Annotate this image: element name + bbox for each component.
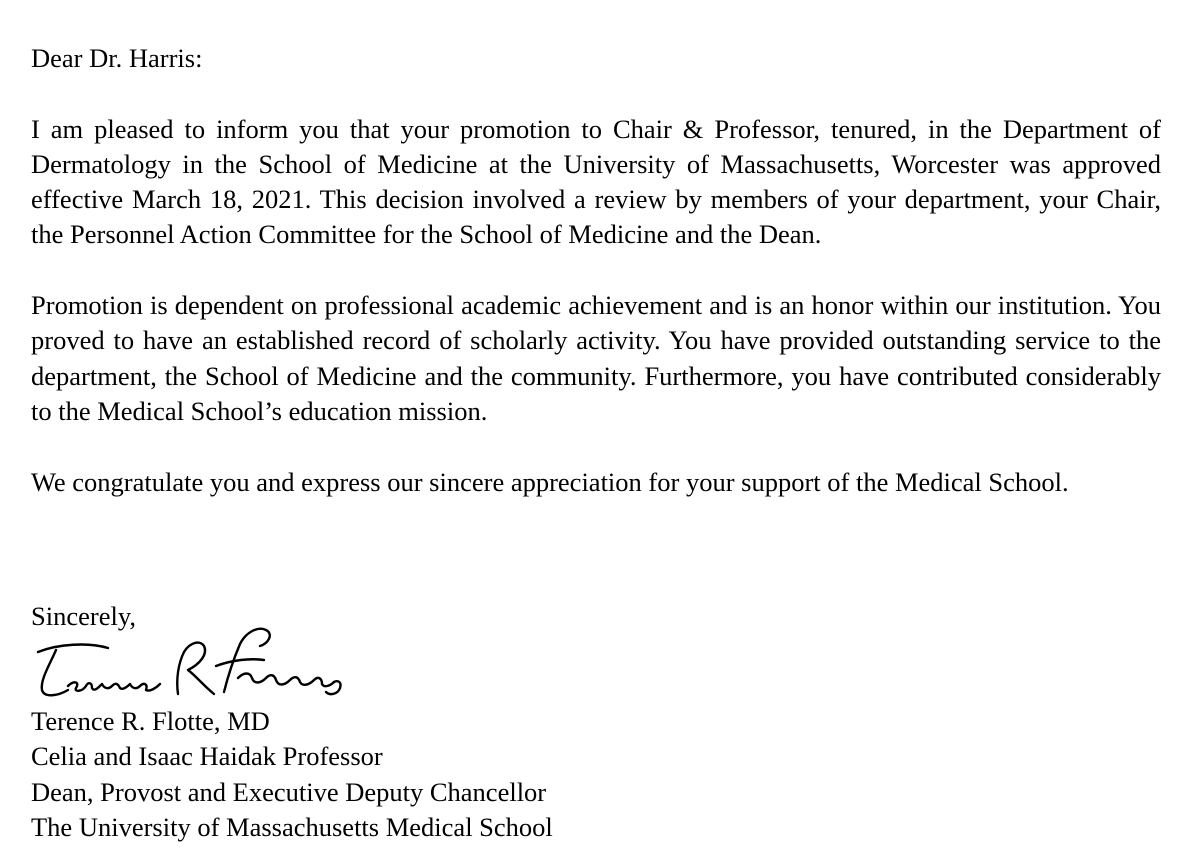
signatory-institution: The University of Massachusetts Medical School <box>31 811 553 842</box>
signature-block <box>31 704 553 845</box>
signatory-name: Terence R. Flotte, MD <box>31 706 270 736</box>
closing: Sincerely, <box>31 601 136 631</box>
paragraph-promotion: I am pleased to inform you that your promotion to Chair & Professor, tenured, in the Department of Dermatology in the School of Medicine at the University of Massachusetts, Worcester was approved effective March 18, 2021. This decision involved a review by members of your department, your Chair, the Personnel Action Committee for the School of Medicine and the Dean. <box>31 113 1161 250</box>
signatory-title-professorship: Celia and Isaac Haidak Professor <box>31 741 383 772</box>
paragraph-achievement: Promotion is dependent on professional academic achievement and is an honor within our institution. You proved to have an established record of scholarly activity. You have provided outstanding service to the department, the School of Medicine and the community. Furthermore, you have contributed considerably to the Medical School’s education mission. <box>31 290 1161 426</box>
signatory-title-dean: Dean, Provost and Executive Deputy Chancellor <box>31 776 547 807</box>
handwritten-signature <box>28 614 348 706</box>
paragraph-congratulations: We congratulate you and express our sincere appreciation for your support of the Medical School. <box>31 466 1069 497</box>
letter-body <box>31 41 1161 500</box>
paragraph-spacer <box>31 76 1161 111</box>
paragraph-spacer <box>31 429 1161 464</box>
salutation: Dear Dr. Harris: <box>31 43 203 73</box>
paragraph-spacer <box>31 253 1161 288</box>
